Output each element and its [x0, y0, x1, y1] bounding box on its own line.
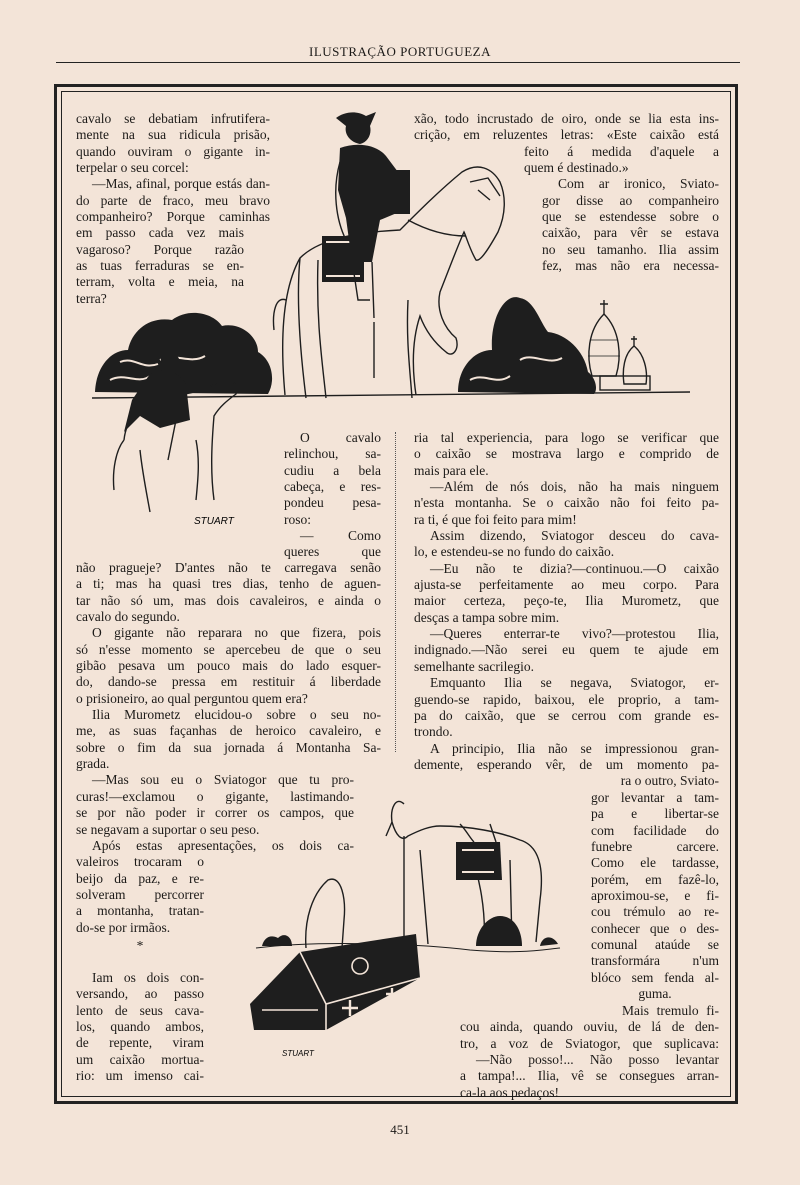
text-block-1 [76, 111, 270, 307]
illustration-signature-bottom: STUART [282, 1049, 314, 1058]
illustration-signature: STUART [194, 516, 234, 527]
paragraph-line: Com ar ironico, Sviato- [558, 176, 719, 192]
paragraph-line: a tampa!... Ilia, vê se consegues arran- [460, 1068, 719, 1084]
paragraph-line: Assim dizendo, Sviatogor desceu do cava- [430, 528, 719, 544]
paragraph-line: A principio, Ilia não se impressionou gran- [430, 740, 719, 756]
text-block-7 [414, 430, 719, 790]
text-block-8 [591, 790, 719, 1002]
paragraph-line: terram, volta e meia, na [76, 274, 244, 290]
paragraph-line: ria tal experiencia, para logo se verificar que [414, 430, 719, 445]
paragraph-line: ca-la aos pedaços! [460, 1084, 559, 1100]
paragraph-line: quando ouviram o gigante in- [76, 143, 270, 159]
paragraph-line: me, as suas façanhas de heroico cavaleiro, e [76, 723, 381, 739]
paragraph-line: —Não posso!... Não posso levantar [476, 1052, 719, 1068]
paragraph-line: um caixão mortua- [76, 1051, 204, 1067]
paragraph-line: roso: [284, 511, 311, 527]
paragraph-line: ra o outro, Sviato- [620, 773, 719, 789]
text-block-6 [76, 970, 204, 1084]
paragraph-line: Após estas apresentações, os dois ca- [92, 837, 354, 853]
paragraph-line: cabeça, e res- [284, 479, 381, 495]
paragraph-line: valeiros trocaram o [76, 854, 204, 870]
paragraph-line: maior certeza, peço-te, Ilia Murometz, que [414, 593, 719, 609]
paragraph-line: indignado.—Não serei eu quem te ajude em [414, 642, 719, 658]
paragraph-line: gor levantar a tam- [591, 790, 719, 805]
paragraph-line: demente, esperando vêr, de um momento pa- [414, 756, 719, 772]
paragraph-line: los, quando ambos, [76, 1019, 204, 1035]
paragraph-line: —Mas sou eu o Sviatogor que tu pro- [92, 772, 354, 788]
paragraph-line: cavalo se debatiam infrutifera- [76, 111, 270, 126]
paragraph-line: ra ti, é que foi feito para mim! [414, 511, 577, 527]
paragraph-line: cavalo do segundo. [76, 609, 180, 625]
paragraph-line: caixão, para vêr se estava [542, 225, 719, 241]
paragraph-line: —Mas, afinal, porque estás dan- [92, 176, 270, 192]
paragraph-line: só n'esse momento se apercebeu de que o seu [76, 641, 381, 657]
paragraph-line: quem é destinado.» [524, 160, 629, 176]
paragraph-line: de repente, viram [76, 1035, 204, 1051]
paragraph-line: vagaroso? Porque razão [76, 241, 244, 257]
paragraph-line: relinchou, sa- [284, 446, 381, 462]
paragraph-line: desças a tampa sobre mim. [414, 609, 560, 625]
paragraph-line: guma. [638, 986, 672, 1002]
paragraph-line: O cavalo [300, 430, 381, 445]
paragraph-line: terra? [76, 290, 107, 306]
paragraph-line: conhecer que o des- [591, 920, 719, 936]
paragraph-line: semelhante sacrilegio. [414, 658, 534, 674]
paragraph-line: Iam os dois con- [92, 970, 204, 985]
paragraph-line: n'esta montanha. Se o caixão não foi feito pa- [414, 495, 719, 511]
paragraph-line: do, dando-se pressa em restituir á liberdade [76, 674, 381, 690]
paragraph-line: comunal ataúde se [591, 937, 719, 953]
paragraph-line: fez, mas não era necessa- [542, 258, 719, 274]
paragraph-line: feito á medida d'aquele a [524, 143, 719, 159]
paragraph-line: com facilidade do [591, 822, 719, 838]
paragraph-line: Emquanto Ilia se negava, Sviatogor, er- [430, 675, 719, 691]
paragraph-line: beijo da paz, e re- [76, 870, 204, 886]
paragraph-line: mais para ele. [414, 462, 489, 478]
paragraph-line: tar não só um, mas dois cavaleiros, e ainda o [76, 592, 381, 608]
paragraph-line: no seu tamanho. Ilia assim [542, 241, 719, 257]
paragraph-line: grada. [76, 756, 110, 772]
paragraph-line: ajusta-se perfeitamente ao meu corpo. Para [414, 577, 719, 593]
paragraph-line: blóco sem fenda al- [591, 969, 719, 985]
paragraph-line: se por não poder ir correr os campos, que [76, 805, 354, 821]
paragraph-line: Mais tremulo fi- [622, 1003, 719, 1018]
paragraph-line: versando, ao passo [76, 986, 204, 1002]
paragraph-line: que se estendesse sobre o [542, 209, 719, 225]
paragraph-line: o caixão se mostrava largo e comprido de [414, 446, 719, 462]
paragraph-line: Ilia Murometz elucidou-o sobre o seu no- [92, 707, 381, 723]
paragraph-line: do parte de fraco, meu bravo [76, 192, 270, 208]
paragraph-line: terpelar o seu corcel: [76, 160, 189, 176]
paragraph-line: trondo. [414, 724, 453, 740]
paragraph-line: do-se por irmãos. [76, 919, 171, 935]
paragraph-line: —Além de nós dois, não ha mais ninguem [430, 479, 719, 495]
paragraph-line: se negavam a suportar o seu peso. [76, 821, 260, 837]
paragraph-line: cudiu a bela [284, 462, 381, 478]
paragraph-line: xão, todo incrustado de oiro, onde se lia esta ins- [414, 111, 719, 126]
paragraph-line: —Queres enterrar-te vivo?—protestou Ilia, [430, 626, 719, 642]
paragraph-line: tro, a voz de Sviatogor, que suplicava: [460, 1035, 719, 1051]
paragraph-line: lo, e estendeu-se no fundo do caixão. [414, 544, 615, 560]
paragraph-line: as tuas ferraduras se en- [76, 258, 244, 274]
section-break [76, 938, 204, 954]
paragraph-line: O gigante não reparara no que fizera, pois [92, 625, 381, 641]
paragraph-line: guendo-se rapido, baixou, ele proprio, a tam- [414, 691, 719, 707]
paragraph-line: cou ainda, quando ouviu, de lá de den- [460, 1019, 719, 1035]
paragraph-line: o prisioneiro, ao qual perguntou quem era? [76, 690, 308, 706]
paragraph-line: queres que [284, 544, 381, 560]
text-block-4 [76, 560, 381, 936]
text-block-9 [460, 1003, 719, 1101]
paragraph-line: pondeu pesa- [284, 495, 381, 511]
paragraph-line: em passo cada vez mais [76, 225, 244, 241]
paragraph-line: crição, em reluzentes letras: «Este caixão está [414, 127, 719, 143]
paragraph-line: não pragueje? D'antes não te carregava senão [76, 560, 381, 575]
paragraph-line: lento de seus cava- [76, 1002, 204, 1018]
paragraph-line: pa do caixão, que se cerrou com grande es- [414, 707, 719, 723]
paragraph-line: gibão pesava um pouco mais do lado esquer- [76, 658, 381, 674]
paragraph-line: a ti; mas ha quasi tres dias, tenho de aguen- [76, 576, 381, 592]
paragraph-line: sobre o fim da sua jornada á Montanha Sa- [76, 739, 381, 755]
running-title: ILUSTRAÇÃO PORTUGUEZA [309, 44, 491, 59]
paragraph-line: a montanha, tratan- [76, 903, 204, 919]
paragraph-line: pa e libertar-se [591, 806, 719, 822]
text-block-2 [414, 111, 719, 274]
paragraph-line: porém, em fazê-lo, [591, 871, 719, 887]
page-number: 451 [390, 1122, 410, 1137]
paragraph-line: aproximou-se, e fi- [591, 888, 719, 904]
paragraph-line: solveram percorrer [76, 886, 204, 902]
paragraph-line: mente na sua ridicula prisão, [76, 127, 270, 143]
paragraph-line: curas!—exclamou o gigante, lastimando- [76, 788, 354, 804]
paragraph-line: cou trémulo ao re- [591, 904, 719, 920]
paragraph-line: rio: um imenso cai- [76, 1068, 204, 1084]
paragraph-line: companheiro? Porque caminhas [76, 209, 270, 225]
text-block-3 [284, 430, 381, 561]
paragraph-line: Como ele tardasse, [591, 855, 719, 871]
paragraph-line: gor disse ao companheiro [542, 192, 719, 208]
paragraph-line: —Eu não te dizia?—continuou.—O caixão [430, 560, 719, 576]
paragraph-line: — Como [300, 528, 381, 544]
paragraph-line: transformára n'um [591, 953, 719, 969]
paragraph-line: funebre carcere. [591, 839, 719, 855]
section-asterisk: * [136, 938, 144, 953]
